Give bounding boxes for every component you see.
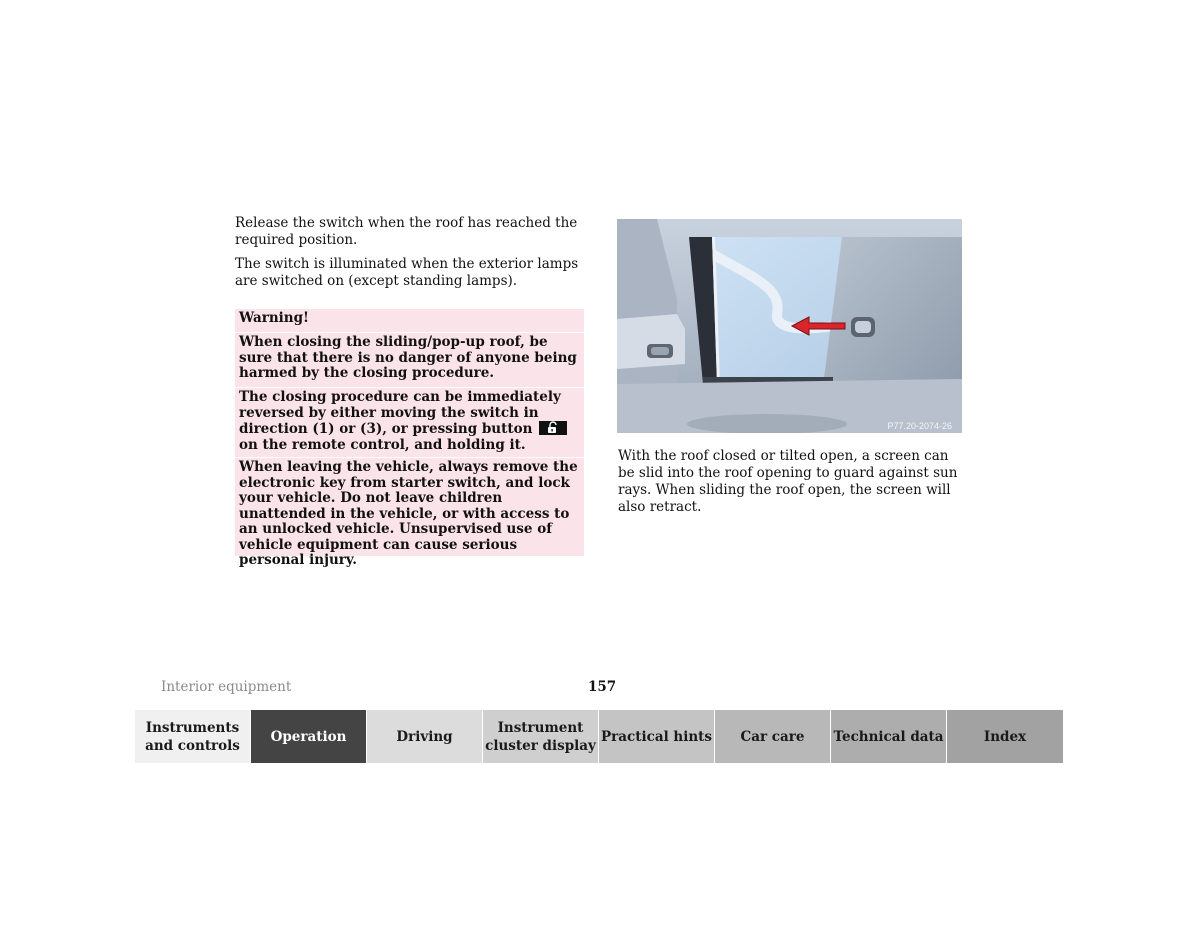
sunroof-illustration bbox=[617, 219, 962, 433]
unlock-key-icon bbox=[539, 421, 567, 435]
figure-code: P77.20-2074-26 bbox=[887, 421, 952, 431]
footer-section-title: Interior equipment bbox=[161, 679, 292, 695]
paragraph-switch-illuminated: The switch is illuminated when the exterior lamps are switched on (except standing lamps). bbox=[235, 256, 579, 289]
warning-reverse-text: The closing procedure can be immediately reversed by either moving the switch in direction (1) or (3), or pressing button bbox=[239, 389, 561, 437]
tab-technical-data[interactable]: Technical data bbox=[831, 710, 947, 763]
warning-leaving-vehicle: When leaving the vehicle, always remove the electronic key from starter switch, and lock your vehicle. Do not leave children unattended in the vehicle, or with access to an unlocked vehicle. Unsupervised use of vehicle equipment can cause serious personal injury. bbox=[235, 457, 584, 569]
warning-reverse-text-end: on the remote control, and holding it. bbox=[239, 436, 526, 453]
tab-operation[interactable]: Operation bbox=[251, 710, 367, 763]
page-number: 157 bbox=[588, 679, 617, 695]
chapter-navigation bbox=[135, 710, 1065, 763]
tab-instruments-and-controls[interactable]: Instruments and controls bbox=[135, 710, 251, 763]
warning-box bbox=[235, 309, 584, 568]
warning-closing-danger: When closing the sliding/pop-up roof, be sure that there is no danger of anyone being harmed by the closing procedure. bbox=[235, 332, 584, 382]
warning-reverse-procedure bbox=[235, 387, 584, 453]
tab-instrument-cluster-display[interactable]: Instrument cluster display bbox=[483, 710, 599, 763]
left-column bbox=[235, 215, 585, 297]
paragraph-sun-screen: With the roof closed or tilted open, a screen can be slid into the roof opening to guard against sun rays. When sliding the roof open, the screen will also retract. bbox=[618, 448, 958, 515]
tab-car-care[interactable]: Car care bbox=[715, 710, 831, 763]
warning-title: Warning! bbox=[239, 310, 309, 326]
tab-practical-hints[interactable]: Practical hints bbox=[599, 710, 715, 763]
tab-driving[interactable]: Driving bbox=[367, 710, 483, 763]
tab-index[interactable]: Index bbox=[947, 710, 1063, 763]
paragraph-release-switch: Release the switch when the roof has reached the required position. bbox=[235, 215, 578, 248]
